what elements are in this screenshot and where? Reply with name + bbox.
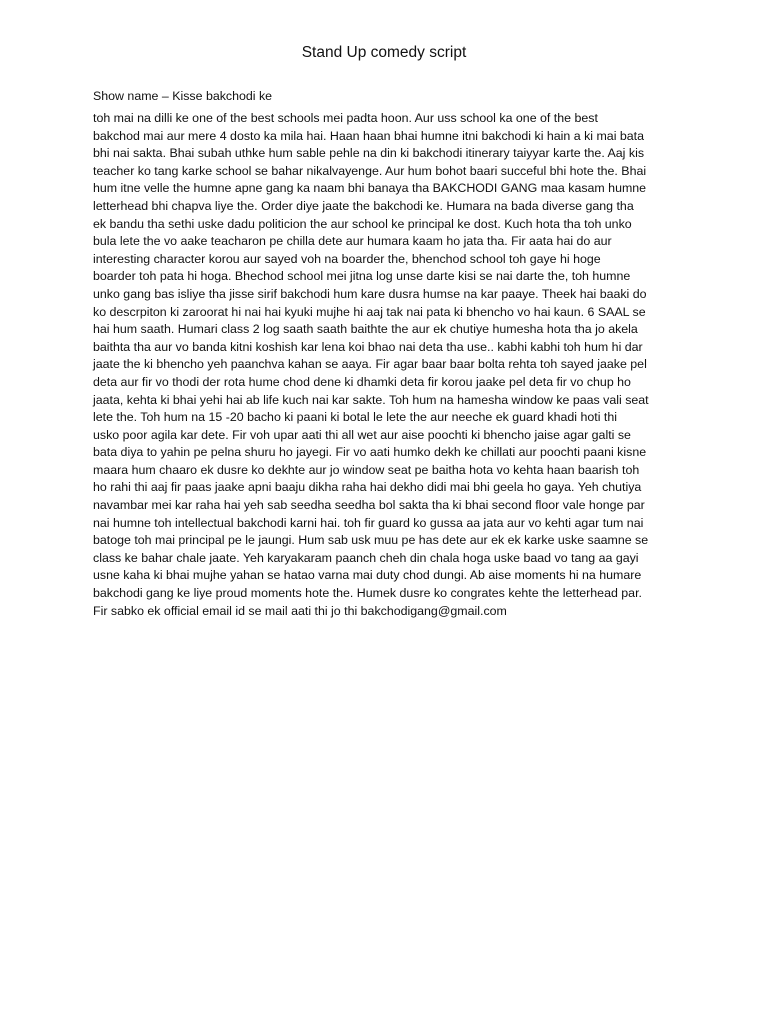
script-line: bakchod mai aur mere 4 dosto ka mila hai. Haan haan bhai humne itni bakchodi ki hain a ki mai bata [93,128,645,143]
script-line: ko descrpiton ki zaroorat hi nai hai kyuki mujhe hi aaj tak nai pata ki bhencho vo hai kaun. 6 SAAL se [93,304,646,319]
script-line: usne kaha ki bhai mujhe yahan se hatao varna mai duty chod dungi. Ab aise moments hi na humare [93,568,642,583]
script-line: bakchodi gang ke liye proud moments hote the. Humek dusre ko congrates kehte the letterhead par. [93,586,642,601]
script-line: jaata, kehta ki bhai yehi hai ab life kuch nai kar sakte. Toh hum na hamesha window ke paas vali seat [93,392,649,407]
script-line: bhi nai sakta. Bhai subah uthke hum sable pehle na din ki bakchodi itinerary taiyyar karte the. Aaj kis [93,146,645,161]
script-line: unko gang bas isliye tha jisse sirif bakchodi hum kare dusra humse na kar paaye. Theek hai baaki do [93,286,647,301]
script-line: maara hum chaaro ek dusre ko dekhte aur jo window seat pe baitha hota vo kehta haan baarish toh [93,462,640,477]
script-line: baithta tha aur vo banda kitni koshish kar lena koi bhao nai deta tha use.. kabhi kabhi toh hum hi dar [93,339,643,354]
script-line: boarder toh pata hi hoga. Bhechod school mei jitna log unse darte kisi se nai darte the, toh humne [93,269,631,284]
script-line: toh mai na dilli ke one of the best schools mei padta hoon. Aur uss school ka one of the best [93,111,598,125]
show-name-line: Show name – Kisse bakchodi ke [93,89,273,103]
script-line: class ke bahar chale jaate. Yeh karyakaram paanch cheh din chala hoga uske baad vo tang aa gayi [93,550,639,565]
script-line: hai hum saath. Humari class 2 log saath saath baithte the aur ek chutiye humesha hota tha jo akela [93,322,638,337]
script-line: lete the. Toh hum na 15 -20 bacho ki paani ki botal le lete the aur neeche ek guard khadi hoti thi [93,410,617,425]
script-line: deta aur fir vo thodi der rota hume chod dene ki dhamki deta fir korou jaake pel deta fir vo chup ho [93,374,631,389]
script-line: hum itne velle the humne apne gang ka naam bhi banaya tha BAKCHODI GANG maa kasam humne [93,181,647,196]
document-title: Stand Up comedy script [301,44,467,61]
script-line: usko poor agila kar dete. Fir voh upar aati thi all wet aur aise poochti ki bhencho jaise agar galti se [93,427,631,442]
script-line: teacher ko tang karke school se bahar nikalvayenge. Aur hum bohot baari succeful bhi hote the. Bhai [93,163,647,178]
script-line: ho rahi thi aaj fir paas jaake apni baaju dikha raha hai dekho didi mai bhi geela ho gaya. Yeh chutiya [93,480,642,495]
script-line: bula lete the vo aake teacharon pe chilla dete aur humara kaam ho jata tha. Fir aata hai do aur [93,234,612,249]
script-line: ek bandu tha sethi uske dadu politicion the aur school ke principal ke dost. Kuch hota tha toh unko [93,216,632,231]
script-line: interesting character korou aur sayed voh na boarder the, bhenchod school toh gaye hi hoge [93,251,601,266]
script-line: jaate the ki bhencho yeh paanchva kahan se aaya. Fir agar baar baar bolta rehta toh sayed jaake pel [93,357,647,372]
script-line: letterhead bhi chapva liye the. Order diye jaate the bakchodi ke. Humara na bada diverse gang tha [93,198,634,213]
script-line: bata diya to yahin pe pelna shuru ho jayegi. Fir vo aati humko dekh ke chillati aur poochti paani kisne [93,445,647,460]
script-body [93,110,683,620]
script-line: navambar mei kar raha hai yeh sab seedha seedha bol sakta tha ki bhai second floor vale honge par [93,498,645,513]
script-line: nai humne toh intellectual bakchodi karni hai. toh fir guard ko gussa aa jata aur vo kehti agar tum nai [93,515,644,530]
script-line: batoge toh mai principal pe le jaungi. Hum sab usk muu pe has dete aur ek ek karke uske saamne se [93,533,649,548]
script-line: Fir sabko ek official email id se mail aati thi jo thi bakchodigang@gmail.com [93,603,507,618]
